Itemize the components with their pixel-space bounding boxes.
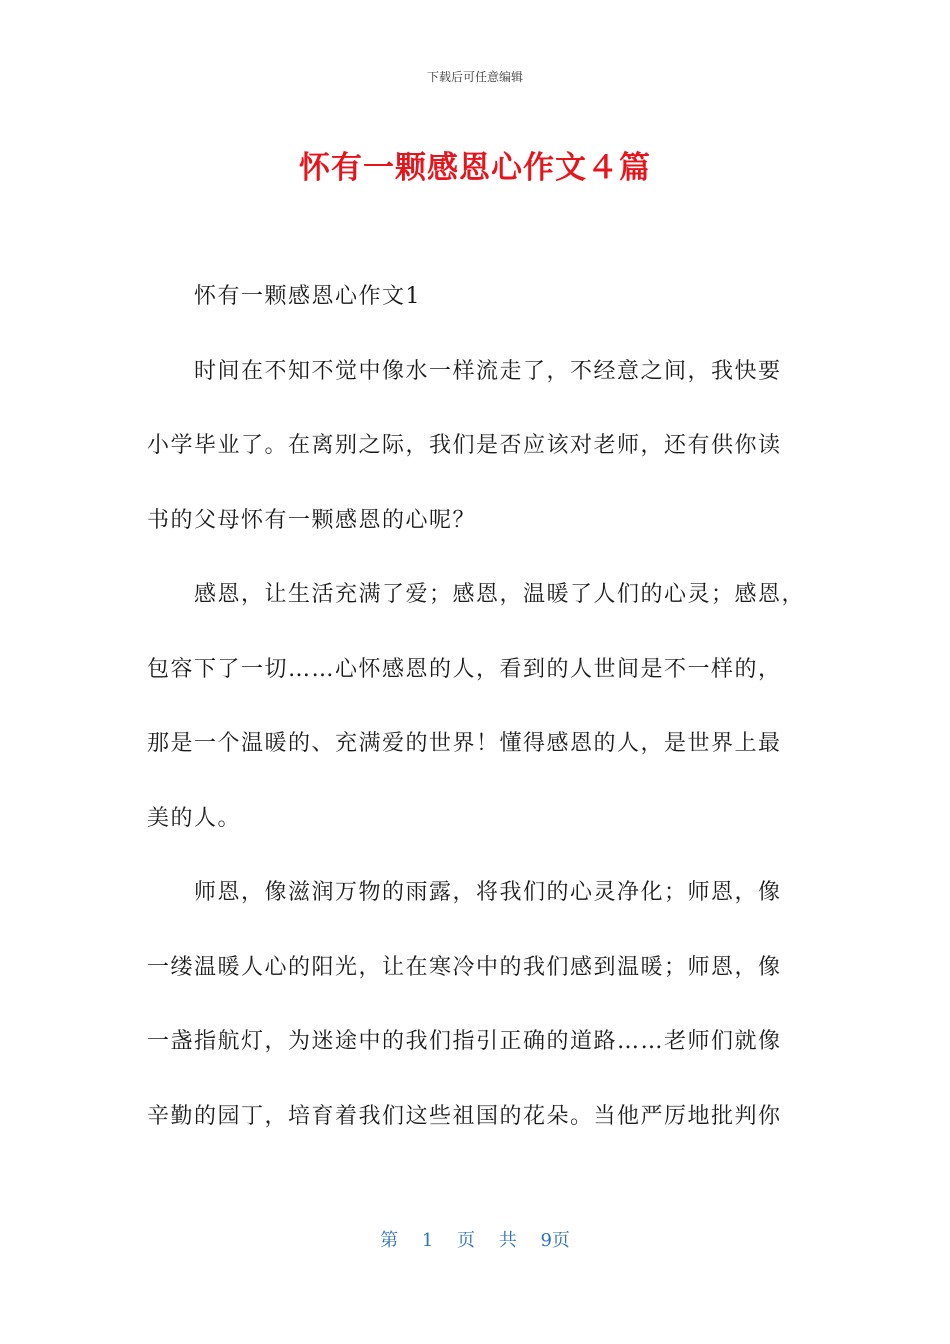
body-line: 时间在不知不觉中像水一样流走了，不经意之间，我快要	[194, 358, 782, 384]
footer-label-gong: 共	[498, 1230, 517, 1251]
body-line: 一缕温暖人心的阳光，让在寒冷中的我们感到温暖；师恩，像	[147, 954, 782, 980]
document-body	[147, 275, 807, 1169]
body-line: 怀有一颗感恩心作文1	[194, 284, 421, 309]
document-title: 怀有一颗感恩心作文４篇	[299, 150, 651, 186]
body-line: 美的人。	[147, 805, 242, 831]
body-line: 包容下了一切……心怀感恩的人，看到的人世间是不一样的，	[147, 656, 782, 682]
footer-page-current: 1	[421, 1230, 434, 1251]
body-line: 小学毕业了。在离别之际，我们是否应该对老师，还有供你读	[147, 433, 782, 458]
footer-label-ye: 页	[457, 1230, 475, 1251]
header-note: 下载后可任意编辑	[426, 70, 523, 84]
footer-label-di: 第	[380, 1230, 399, 1251]
page-footer	[0, 1226, 950, 1252]
body-line: 书的父母怀有一颗感恩的心呢？	[147, 507, 477, 533]
body-line: 一盏指航灯，为迷途中的我们指引正确的道路……老师们就像	[147, 1029, 782, 1054]
body-line: 那是一个温暖的、充满爱的世界！懂得感恩的人，是世界上最	[147, 731, 782, 756]
footer-page-total: 9页	[540, 1230, 570, 1251]
body-line: 辛勤的园丁，培育着我们这些祖国的花朵。当他严厉地批判你	[147, 1103, 782, 1129]
body-line: 感恩，让生活充满了爱；感恩，温暖了人们的心灵；感恩，	[194, 582, 806, 607]
body-line: 师恩，像滋润万物的雨露，将我们的心灵净化；师恩，像	[194, 880, 782, 905]
